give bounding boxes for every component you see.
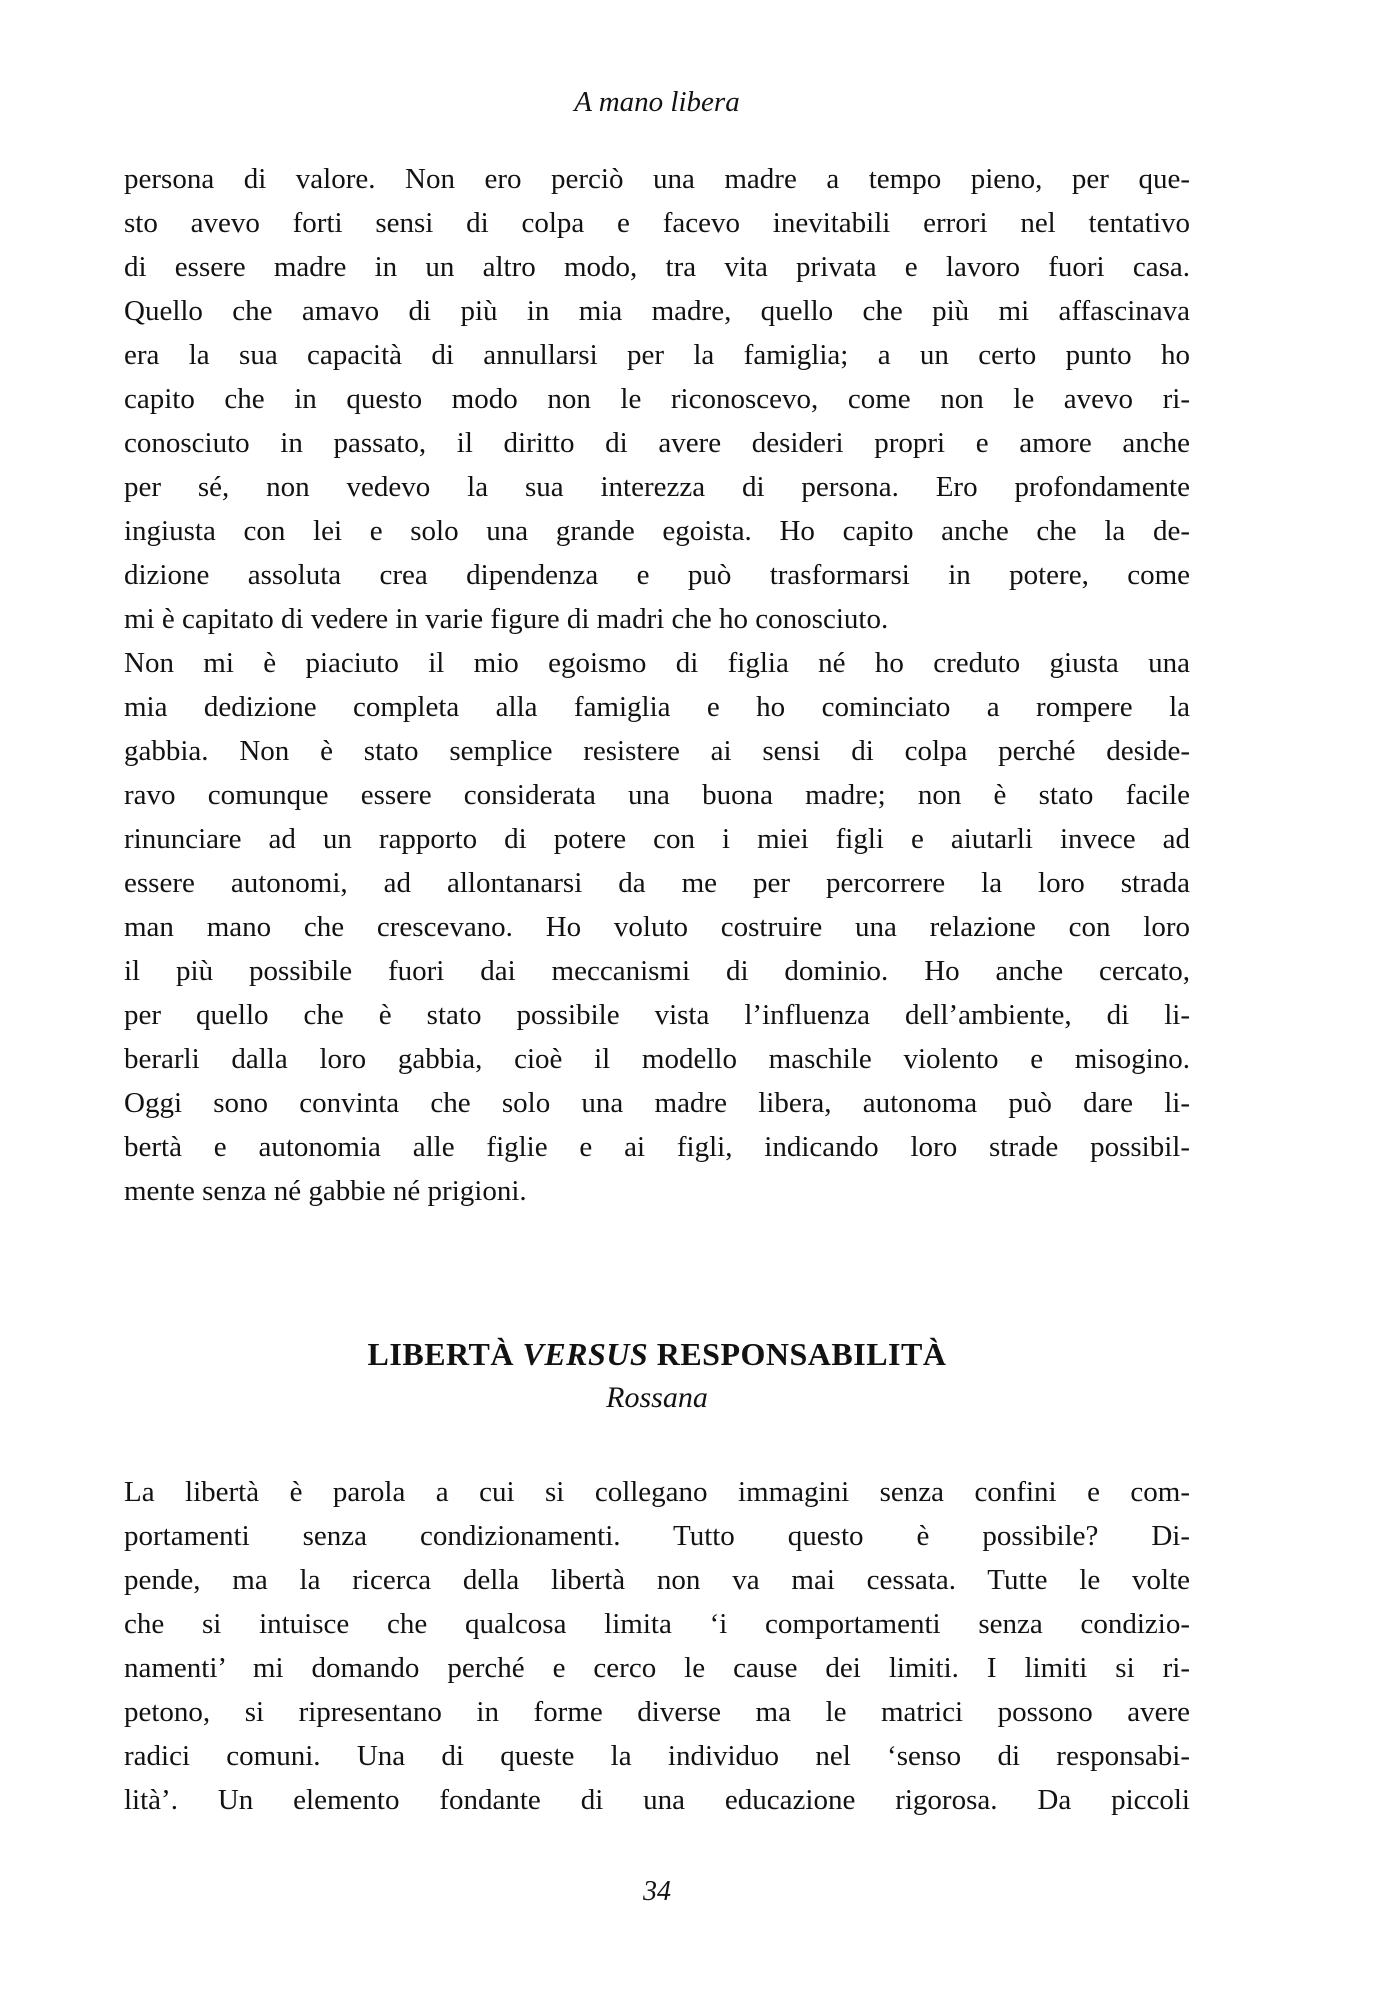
text-line: il più possibile fuori dai meccanismi di dominio. Ho anche cercato, bbox=[124, 955, 1190, 987]
text-line: La libertà è parola a cui si collegano immagini senza confini e com- bbox=[124, 1476, 1190, 1508]
text-line: Oggi sono convinta che solo una madre libera, autonoma può dare li- bbox=[124, 1087, 1190, 1119]
section-heading-emphasis: VERSUS bbox=[522, 1336, 649, 1372]
section-subheading: Rossana bbox=[606, 1381, 708, 1414]
text-line: era la sua capacità di annullarsi per la famiglia; a un certo punto ho bbox=[124, 339, 1190, 371]
text-line: lità’. Un elemento fondante di una educazione rigorosa. Da piccoli bbox=[124, 1784, 1190, 1816]
section-heading bbox=[124, 1332, 1190, 1376]
text-line: che si intuisce che qualcosa limita ‘i comportamenti senza condizio- bbox=[124, 1608, 1190, 1640]
section-heading-post: RESPONSABILITÀ bbox=[648, 1336, 947, 1372]
text-line: persona di valore. Non ero perciò una madre a tempo pieno, per que- bbox=[124, 163, 1190, 195]
text-line: conosciuto in passato, il diritto di avere desideri propri e amore anche bbox=[124, 427, 1190, 459]
text-line: gabbia. Non è stato semplice resistere ai sensi di colpa perché deside- bbox=[124, 735, 1190, 767]
text-line: essere autonomi, ad allontanarsi da me per percorrere la loro strada bbox=[124, 867, 1190, 899]
text-line: per sé, non vedevo la sua interezza di persona. Ero profondamente bbox=[124, 471, 1190, 503]
text-line: mia dedizione completa alla famiglia e ho cominciato a rompere la bbox=[124, 691, 1190, 723]
text-line: portamenti senza condizionamenti. Tutto questo è possibile? Di- bbox=[124, 1520, 1190, 1552]
text-column bbox=[124, 0, 1190, 1822]
text-line: berarli dalla loro gabbia, cioè il modello maschile violento e misogino. bbox=[124, 1043, 1190, 1075]
text-line: ingiusta con lei e solo una grande egoista. Ho capito anche che la de- bbox=[124, 515, 1190, 547]
text-line: radici comuni. Una di queste la individuo nel ‘senso di responsabi- bbox=[124, 1740, 1190, 1772]
text-line: pende, ma la ricerca della libertà non va mai cessata. Tutte le volte bbox=[124, 1564, 1190, 1596]
text-line: ravo comunque essere considerata una buona madre; non è stato facile bbox=[124, 779, 1190, 811]
text-line: bertà e autonomia alle figlie e ai figli, indicando loro strade possibil- bbox=[124, 1131, 1190, 1163]
text-line: mente senza né gabbie né prigioni. bbox=[124, 1175, 527, 1207]
paragraph-1a bbox=[124, 157, 1190, 641]
paragraph-1b bbox=[124, 641, 1190, 1213]
text-line: di essere madre in un altro modo, tra vita privata e lavoro fuori casa. bbox=[124, 251, 1190, 283]
text-line: man mano che crescevano. Ho voluto costruire una relazione con loro bbox=[124, 911, 1190, 943]
text-line: namenti’ mi domando perché e cerco le cause dei limiti. I limiti si ri- bbox=[124, 1652, 1190, 1684]
section-heading-pre: LIBERTÀ bbox=[367, 1336, 523, 1372]
page-number: 34 bbox=[643, 1876, 671, 1907]
text-line: mi è capitato di vedere in varie figure di madri che ho conosciuto. bbox=[124, 603, 889, 635]
running-header: A mano libera bbox=[574, 86, 740, 118]
text-line: petono, si ripresentano in forme diverse ma le matrici possono avere bbox=[124, 1696, 1190, 1728]
paragraph-2 bbox=[124, 1470, 1190, 1822]
body-text bbox=[124, 157, 1190, 1822]
text-line: Quello che amavo di più in mia madre, quello che più mi affascinava bbox=[124, 295, 1190, 327]
text-line: per quello che è stato possibile vista l’influenza dell’ambiente, di li- bbox=[124, 999, 1190, 1031]
text-line: Non mi è piaciuto il mio egoismo di figlia né ho creduto giusta una bbox=[124, 647, 1190, 679]
text-line: capito che in questo modo non le riconoscevo, come non le avevo ri- bbox=[124, 383, 1190, 415]
text-line: dizione assoluta crea dipendenza e può trasformarsi in potere, come bbox=[124, 559, 1190, 591]
text-line: rinunciare ad un rapporto di potere con i miei figli e aiutarli invece ad bbox=[124, 823, 1190, 855]
text-line: sto avevo forti sensi di colpa e facevo inevitabili errori nel tentativo bbox=[124, 207, 1190, 239]
